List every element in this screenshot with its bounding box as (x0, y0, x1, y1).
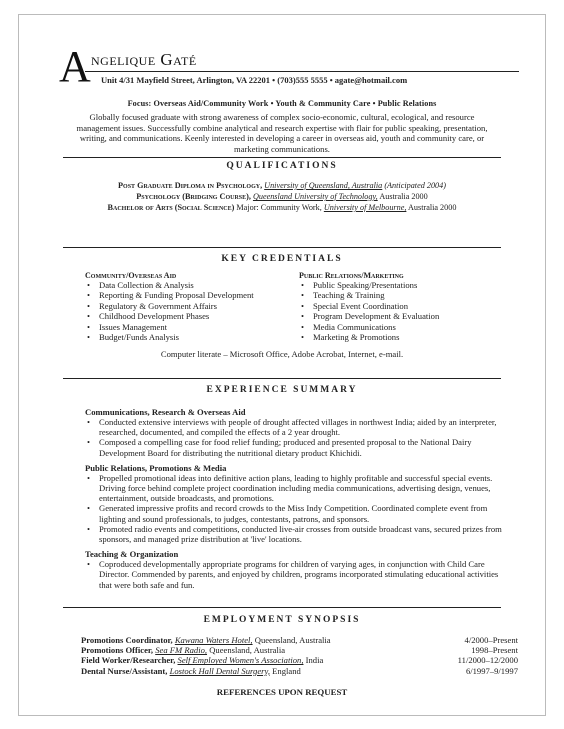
experience-heading: Teaching & Organization (85, 549, 179, 560)
experience-heading: Public Relations, Promotions & Media (85, 462, 227, 473)
date-range: 1998–Present (471, 645, 518, 656)
location: England (272, 665, 301, 676)
date: Australia 2000 (379, 192, 428, 201)
column-heading: Community/Overseas Aid (85, 271, 177, 280)
name-initial: A (59, 42, 91, 91)
contact-line: Unit 4/31 Mayfield Street, Arlington, VA 22201 • (703)555 5555 • agate@hotmail.com (101, 75, 408, 85)
list-item: • Regulatory & Government Affairs (85, 301, 254, 311)
role: Promotions Officer, (81, 645, 154, 656)
divider (63, 157, 501, 158)
school: University of Queensland, Australia (264, 181, 383, 190)
list-item: • Special Event Coordination (299, 301, 439, 311)
school: Queensland University of Technology, (252, 192, 378, 201)
focus-line: Focus: Overseas Aid/Community Work • Youth & Community Care • Public Relations (127, 99, 437, 108)
list-item: • Composed a compelling case for food relief funding; produced and presented proposal to the National Dairy Development Board for distributing the nutritional dietary product Khichidi. (85, 437, 513, 457)
list-item: • Promoted radio events and competitions, conducted live-air crosses from outside broadcast vans, secured prizes from sponsors, and managed prize distribution at 'live' locations. (85, 524, 513, 544)
role: Promotions Coordinator, (81, 635, 173, 645)
organization: Kawana Waters Hotel, (174, 635, 253, 645)
date-range: 4/2000–Present (464, 635, 518, 645)
employment-title: EMPLOYMENT SYNOPSIS (203, 615, 361, 625)
employment-dates (424, 635, 518, 676)
location: Queensland, Australia (209, 645, 286, 656)
list-item: • Marketing & Promotions (299, 332, 439, 342)
employment-row (81, 645, 331, 655)
list-item: • Budget/Funds Analysis (85, 332, 254, 342)
employment-list (81, 635, 331, 676)
list-item: • Childhood Development Phases (85, 311, 254, 321)
experience-block (85, 407, 513, 590)
qualification-row (19, 181, 545, 190)
list-item: • Propelled promotional ideas into definitive action plans, leading to highly profitable and successful special events. Driving force behind complete project coordination including media communications, advertising design, venues, entertainment, outside broadcasts, and promotions. (85, 473, 513, 504)
computer-skills: Computer literate – Microsoft Office, Adobe Acrobat, Internet, e-mail. (160, 349, 404, 359)
list-item: • Conducted extensive interviews with people of drought affected villages in northwest India; aided by an interpreter, researched, documented, and compiled the effects of a 2 year drought. (85, 417, 513, 437)
experience-heading: Communications, Research & Overseas Aid (85, 407, 246, 417)
list-item: • Program Development & Evaluation (299, 311, 439, 321)
list-item: • Reporting & Funding Proposal Development (85, 290, 254, 300)
references-note: REFERENCES UPON REQUEST (216, 687, 348, 697)
location: Queensland, Australia (254, 635, 331, 645)
date: Australia 2000 (408, 203, 457, 212)
date-range: 6/1997–9/1997 (465, 665, 518, 676)
list-item: • Data Collection & Analysis (85, 280, 254, 290)
role: Field Worker/Researcher, (81, 655, 176, 666)
list-item: • Issues Management (85, 322, 254, 332)
experience-title: EXPERIENCE SUMMARY (206, 385, 358, 395)
candidate-name: ngelique Gaté (91, 50, 197, 69)
header-rule (85, 71, 519, 72)
role: Dental Nurse/Assistant, (81, 665, 168, 676)
school: University of Melbourne, (323, 203, 407, 212)
date: (Anticipated 2004) (384, 181, 446, 190)
qualifications-title: QUALIFICATIONS (226, 161, 338, 171)
employment-row (81, 635, 331, 645)
divider (63, 378, 501, 379)
organization: Lostock Hall Dental Surgery, (169, 665, 270, 676)
date-range: 11/2000–12/2000 (457, 655, 518, 666)
credentials-left-column (85, 271, 254, 342)
major: Major: Community Work, (236, 203, 322, 212)
divider (63, 607, 501, 608)
resume-page (18, 14, 546, 716)
degree: Post Graduate Diploma in Psychology, (118, 181, 263, 190)
location: India (305, 655, 324, 666)
organization: Self Employed Women's Association, (177, 655, 304, 666)
list-item: • Public Speaking/Presentations (299, 280, 439, 290)
list-item: • Generated impressive profits and record crowds to the Miss Indy Competition. Coordinated complete event from lighting and sound professionals, to judges, contestants, patrons, and sponsors. (85, 503, 513, 523)
list-item: • Media Communications (299, 322, 439, 332)
column-heading: Public Relations/Marketing (299, 271, 404, 280)
qualification-row (19, 203, 545, 212)
organization: Sea FM Radio, (155, 645, 208, 656)
employment-row (81, 666, 331, 676)
degree: Psychology (Bridging Course), (136, 192, 251, 201)
credentials-title: KEY CREDENTIALS (221, 254, 343, 264)
employment-row (81, 655, 331, 665)
list-item: • Coproduced developmentally appropriate programs for children of varying ages, in conjunction with Child Care Director. Commended by parents, and enjoyed by children, programs incorporated stimulating educational activities that were both safe and fun. (85, 559, 513, 590)
divider (63, 247, 501, 248)
degree: Bachelor of Arts (Social Science) (107, 203, 235, 212)
qualification-row (19, 192, 545, 201)
profile-summary: Globally focused graduate with strong awareness of complex socio-economic, cultural, ecological, and resource management issues. Successfully combine analytical and research expertise with flair for public speaking, presentation, writing, and communications. Keenly interested in developing a career in overseas aid, youth and community care, or marketing communications. (76, 112, 488, 154)
list-item: • Teaching & Training (299, 290, 439, 300)
credentials-right-column (299, 271, 439, 342)
